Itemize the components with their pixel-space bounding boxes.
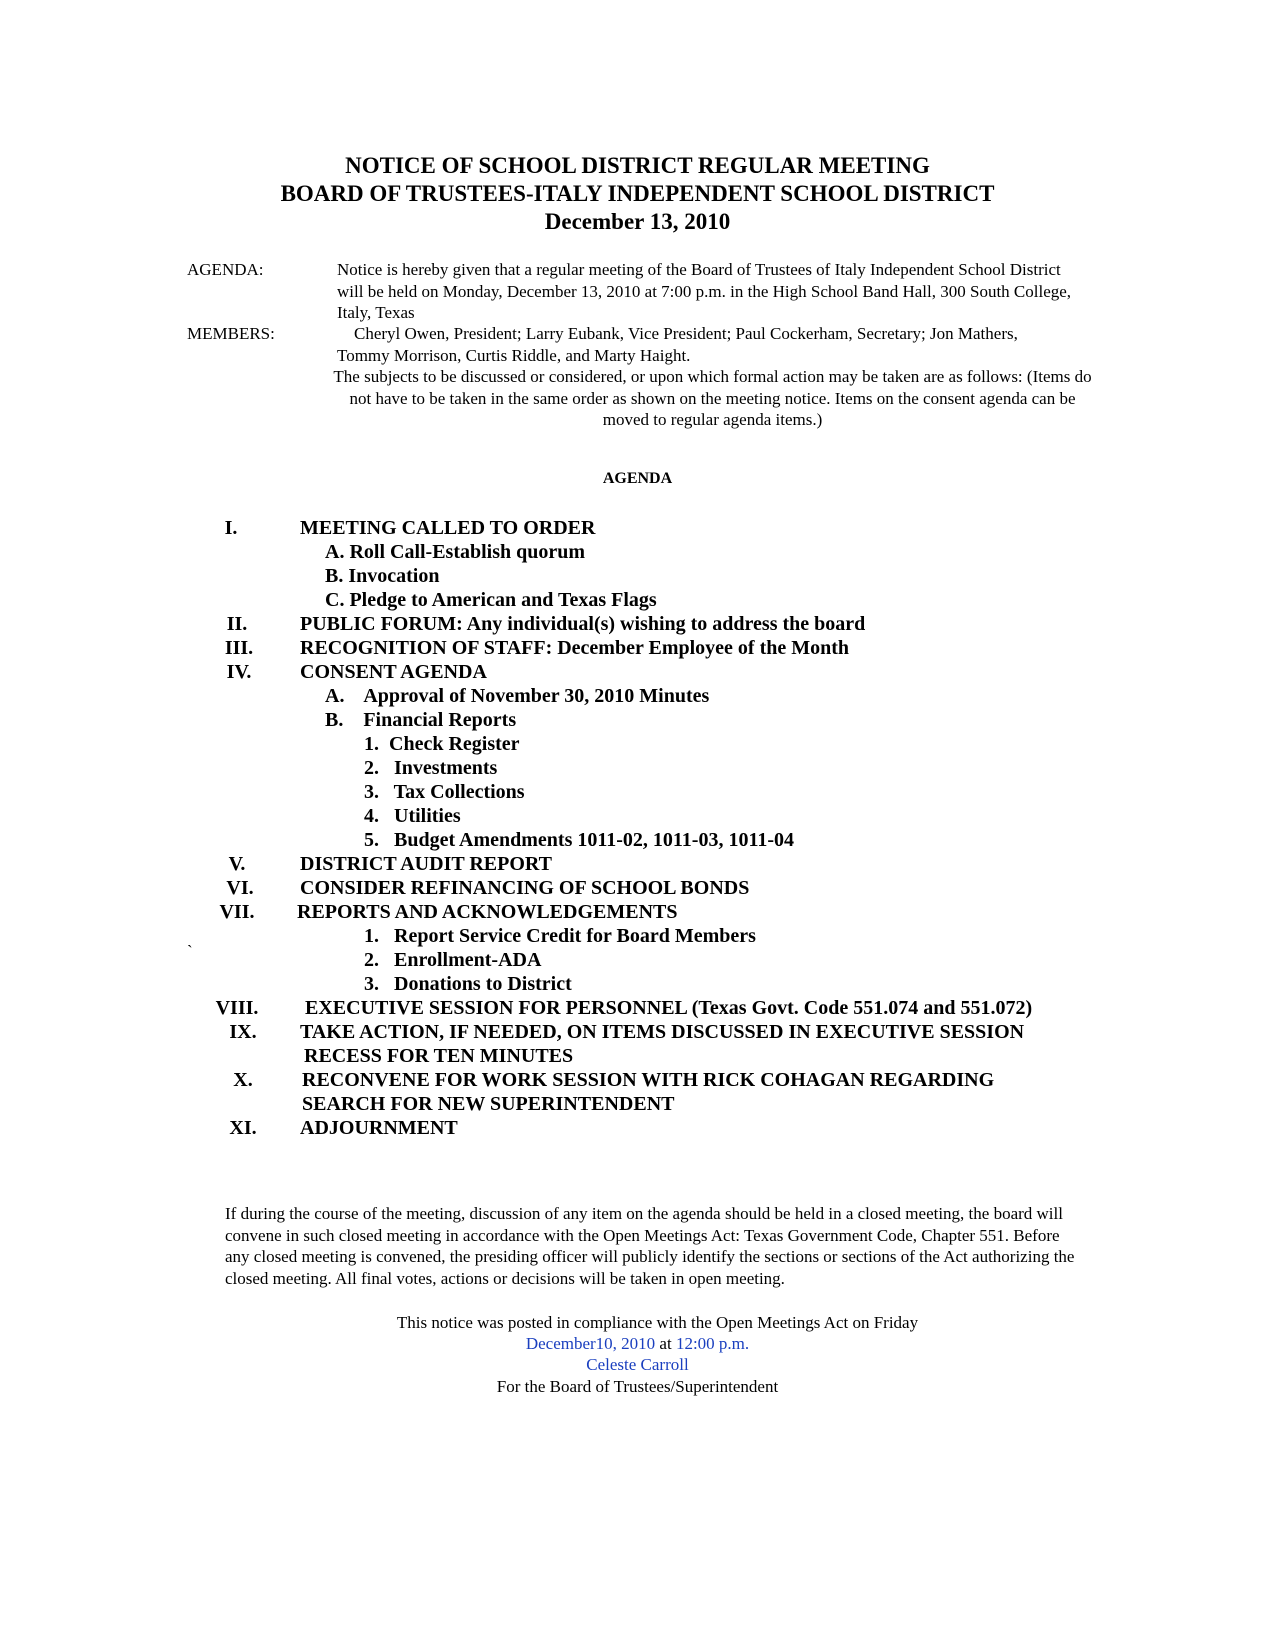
subitem-pledge: C. Pledge to American and Texas Flags — [325, 589, 657, 611]
item-number: VI. — [226, 877, 254, 899]
item-number: VIII. — [215, 997, 259, 1019]
subitem-enrollment: 2. Enrollment-ADA — [364, 949, 542, 971]
item-reports: REPORTS AND ACKNOWLEDGEMENTS — [297, 901, 678, 923]
item-refinancing: CONSIDER REFINANCING OF SCHOOL BONDS — [300, 877, 750, 899]
members-label: MEMBERS: — [187, 324, 275, 343]
subitem-check-register: 1. Check Register — [364, 733, 520, 755]
subitem-budget-amendments: 5. Budget Amendments 1011-02, 1011-03, 1011-04 — [364, 829, 795, 851]
item-consent-agenda: CONSENT AGENDA — [300, 661, 487, 683]
item-number: III. — [224, 637, 254, 659]
subitem-donations: 3. Donations to District — [364, 973, 572, 995]
item-reconvene: RECONVENE FOR WORK SESSION WITH RICK COHAGAN REGARDING — [302, 1069, 995, 1091]
item-number: XI. — [229, 1117, 257, 1139]
item-district-audit: DISTRICT AUDIT REPORT — [300, 853, 552, 875]
subitem-approval-minutes: A. Approval of November 30, 2010 Minutes — [325, 685, 710, 707]
closed-meeting-notice: If during the course of the meeting, discussion of any item on the agenda should be held in a closed meeting, the board will convene in such closed meeting in accordance with the Open Meetings Act: Texas Government Code, Chapter 551. Before any closed meeting is convened, the presiding officer will publicly identify the sections or sections of the Act authorizing the closed meeting. All final votes, actions or decisions will be taken in open meeting. — [225, 1204, 1075, 1288]
subitem-service-credit: 1. Report Service Credit for Board Members — [364, 925, 756, 947]
item-number: I. — [224, 517, 238, 539]
signer-name: Celeste Carroll — [586, 1355, 689, 1374]
members-text: Cheryl Owen, President; Larry Eubank, Vice President; Paul Cockerham, Secretary; Jon Mathers, Tommy Morrison, Curtis Riddle, and Marty Haight. — [337, 324, 1018, 365]
subitem-roll-call: A. Roll Call-Establish quorum — [325, 541, 586, 563]
stray-backtick: ` — [187, 942, 193, 961]
item-number: IX. — [229, 1021, 257, 1043]
subitem-tax-collections: 3. Tax Collections — [364, 781, 525, 803]
item-executive-session: EXECUTIVE SESSION FOR PERSONNEL (Texas Govt. Code 551.074 and 551.072) — [305, 997, 1033, 1019]
signer-title: For the Board of Trustees/Superintendent — [496, 1377, 779, 1396]
item-number: V. — [228, 853, 246, 875]
posted-at: at — [655, 1334, 676, 1353]
item-meeting-called: MEETING CALLED TO ORDER — [300, 517, 596, 539]
posted-notice: This notice was posted in compliance with the Open Meetings Act on Friday — [396, 1313, 919, 1332]
agenda-notice-text: Notice is hereby given that a regular meeting of the Board of Trustees of Italy Independent School District will be held on Monday, December 13, 2010 at 7:00 p.m. in the High School Band Hall, 300 South College, Italy, Texas — [337, 260, 1072, 322]
item-number: VII. — [219, 901, 255, 923]
item-take-action: TAKE ACTION, IF NEEDED, ON ITEMS DISCUSSED IN EXECUTIVE SESSION — [300, 1021, 1025, 1043]
subjects-text: The subjects to be discussed or considered, or upon which formal action may be taken are as follows: (Items do not have to be taken in the same order as shown on the meeting notice. Items on the consent agenda can be moved to regular agenda items.) — [333, 367, 1092, 429]
subitem-investments: 2. Investments — [364, 757, 498, 779]
subitem-utilities: 4. Utilities — [364, 805, 461, 827]
subitem-invocation: B. Invocation — [325, 565, 440, 587]
title-date: December 13, 2010 — [544, 209, 731, 234]
posted-time: 12:00 p.m. — [675, 1334, 750, 1353]
item-recognition: RECOGNITION OF STAFF: December Employee of the Month — [300, 637, 850, 659]
item-number: II. — [226, 613, 248, 635]
posted-date: December10, 2010 — [525, 1334, 656, 1353]
item-number: IV. — [226, 661, 252, 683]
item-reconvene-cont: SEARCH FOR NEW SUPERINTENDENT — [302, 1093, 675, 1115]
subitem-financial-reports: B. Financial Reports — [325, 709, 517, 731]
item-adjournment: ADJOURNMENT — [300, 1117, 458, 1139]
posted-datetime — [0, 1333, 1275, 1355]
agenda-heading: AGENDA — [602, 470, 673, 487]
item-number: X. — [233, 1069, 253, 1091]
title-line-1: NOTICE OF SCHOOL DISTRICT REGULAR MEETING — [345, 153, 930, 178]
item-public-forum: PUBLIC FORUM: Any individual(s) wishing to address the board — [300, 613, 866, 635]
agenda-label: AGENDA: — [187, 260, 264, 279]
item-recess: RECESS FOR TEN MINUTES — [304, 1045, 574, 1067]
title-line-2: BOARD OF TRUSTEES-ITALY INDEPENDENT SCHOOL DISTRICT — [280, 181, 995, 206]
